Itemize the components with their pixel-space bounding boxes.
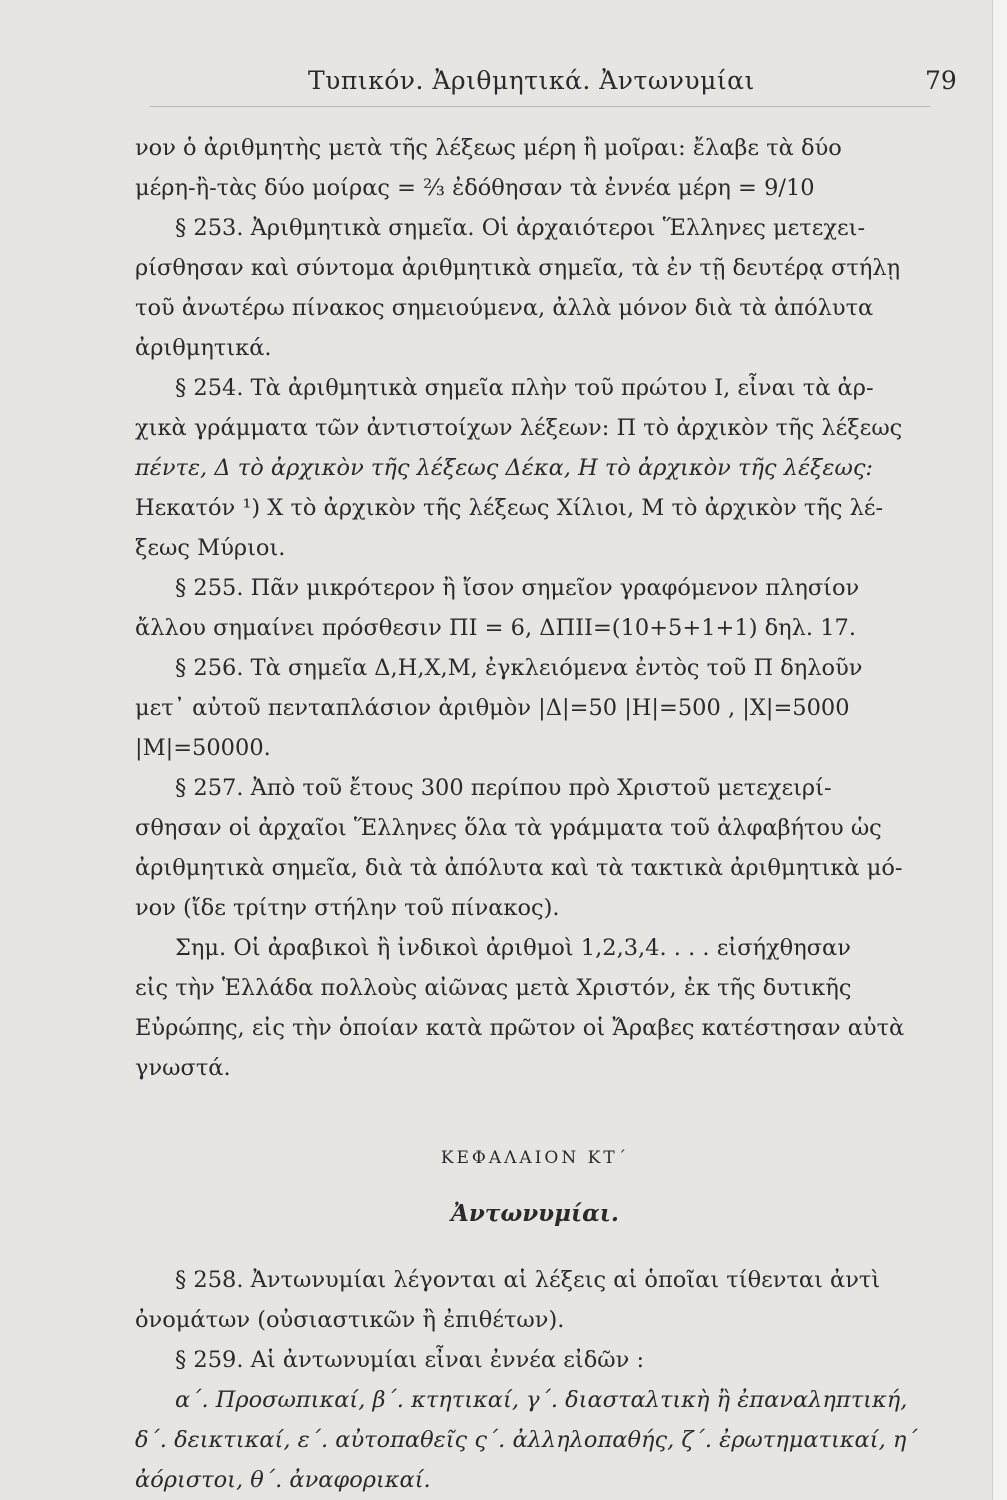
text-line: § 253. Ἀριθμητικὰ σημεῖα. Οἱ ἀρχαιότεροι Ἕλληνες μετεχει- — [175, 215, 866, 241]
text-line: ὀνομάτων (οὐσιαστικῶν ἢ ἐπιθέτων). — [135, 1307, 565, 1333]
text-line: σθησαν οἱ ἀρχαῖοι Ἕλληνες ὅλα τὰ γράμματα τοῦ ἀλφαβήτου ὡς — [135, 815, 882, 841]
text-line: νον (ἴδε τρίτην στήλην τοῦ πίνακος). — [135, 895, 560, 921]
text-line: Σημ. Οἱ ἀραβικοὶ ἢ ἰνδικοὶ ἀριθμοὶ 1,2,3,4. . . . εἰσήχθησαν — [175, 935, 851, 961]
text-line: τοῦ ἀνωτέρω πίνακος σημειούμενα, ἀλλὰ μόνον διὰ τὰ ἀπόλυτα — [135, 295, 874, 321]
chapter-subtitle: Ἀντωνυμίαι. — [451, 1200, 619, 1227]
text-line: § 258. Ἀντωνυμίαι λέγονται αἱ λέξεις αἱ ὁποῖαι τίθενται ἀντὶ — [175, 1267, 881, 1293]
paragraph-259 — [135, 1340, 935, 1500]
text-line: ἀόριστοι, θ΄. ἀναφορικαί. — [135, 1467, 431, 1493]
text-line: ἀριθμητικά. — [135, 335, 272, 361]
header-rule — [150, 106, 930, 107]
text-line: ρίσθησαν καὶ σύντομα ἀριθμητικὰ σημεῖα, τὰ ἐν τῇ δευτέρᾳ στήλῃ — [135, 255, 901, 281]
paragraph-continued — [135, 128, 935, 208]
paragraph-note — [135, 928, 935, 1088]
text-line: § 256. Τὰ σημεῖα Δ,Η,Χ,Μ, ἐγκλειόμενα ἐντὸς τοῦ Π δηλοῦν — [175, 655, 863, 681]
paragraph-258 — [135, 1260, 935, 1340]
text-line: § 254. Τὰ ἀριθμητικὰ σημεῖα πλὴν τοῦ πρώτου Ι, εἶναι τὰ ἀρ- — [175, 375, 874, 401]
text-line: § 255. Πᾶν μικρότερον ἢ ἴσον σημεῖον γραφόμενον πλησίον — [175, 575, 860, 601]
paragraph-256 — [135, 648, 935, 768]
text-line: Εὐρώπης, εἰς τὴν ὁποίαν κατὰ πρῶτον οἱ Ἄραβες κατέστησαν αὐτὰ — [135, 1015, 905, 1041]
text-line: ἀριθμητικὰ σημεῖα, διὰ τὰ ἀπόλυτα καὶ τὰ τακτικὰ ἀριθμητικὰ μό- — [135, 855, 903, 881]
text-line: δ΄. δεικτικαί, ε΄. αὐτοπαθεῖς ς΄. ἀλληλοπαθής, ζ΄. ἐρωτηματικαί, η΄ — [135, 1427, 918, 1453]
text-line: μέρη-ἢ-τὰς δύο μοίρας = ⅔ ἐδόθησαν τὰ ἐννέα μέρη = 9/10 — [135, 175, 815, 201]
text-line: πέντε, Δ τὸ ἀρχικὸν τῆς λέξεως Δέκα, Η τὸ ἀρχικὸν τῆς λέξεως: — [135, 455, 874, 481]
text-line: Ηεκατόν ¹) Χ τὸ ἀρχικὸν τῆς λέξεως Χίλιοι, Μ τὸ ἀρχικὸν τῆς λέ- — [135, 495, 884, 521]
paragraph-253 — [135, 208, 935, 368]
text-line: ξεως Μύριοι. — [135, 535, 286, 561]
text-line: χικὰ γράμματα τῶν ἀντιστοίχων λέξεων: Π τὸ ἀρχικὸν τῆς λέξεως — [135, 415, 903, 441]
text-line: |Μ|=50000. — [135, 735, 271, 761]
text-line: ἄλλου σημαίνει πρόσθεσιν ΠΙ = 6, ΔΠΙΙ=(10+5+1+1) δηλ. 17. — [135, 615, 857, 641]
text-line: § 259. Αἱ ἀντωνυμίαι εἶναι ἐννέα εἰδῶν : — [175, 1347, 645, 1373]
page-edge — [992, 0, 1007, 1500]
header-title: Τυπικόν. Ἀριθμητικά. Ἀντωνυμίαι — [308, 66, 755, 95]
text-line: α΄. Προσωπικαί, β΄. κτητικαί, γ΄. διασταλτικὴ ἢ ἐπαναληπτική, — [175, 1387, 908, 1413]
paragraph-255 — [135, 568, 935, 648]
text-line: εἰς τὴν Ἑλλάδα πολλοὺς αἰῶνας μετὰ Χριστόν, ἐκ τῆς δυτικῆς — [135, 975, 852, 1001]
chapter-heading: ΚΕΦΑΛΑΙΟΝ ΚΤ΄ — [440, 1148, 630, 1168]
text-line: γνωστά. — [135, 1055, 231, 1081]
running-header — [0, 66, 1007, 106]
page-number: 79 — [925, 66, 957, 95]
text-line: § 257. Ἀπὸ τοῦ ἔτους 300 περίπου πρὸ Χριστοῦ μετεχειρί- — [175, 775, 832, 801]
paragraph-254 — [135, 368, 935, 568]
text-line: μετ᾽ αὐτοῦ πενταπλάσιον ἀριθμὸν |Δ|=50 |Η|=500 , |Χ|=5000 — [135, 695, 850, 721]
page-body — [135, 128, 935, 1500]
paragraph-257 — [135, 768, 935, 928]
text-line: νον ὁ ἀριθμητὴς μετὰ τῆς λέξεως μέρη ἢ μοῖραι: ἔλαβε τὰ δύο — [135, 135, 842, 161]
